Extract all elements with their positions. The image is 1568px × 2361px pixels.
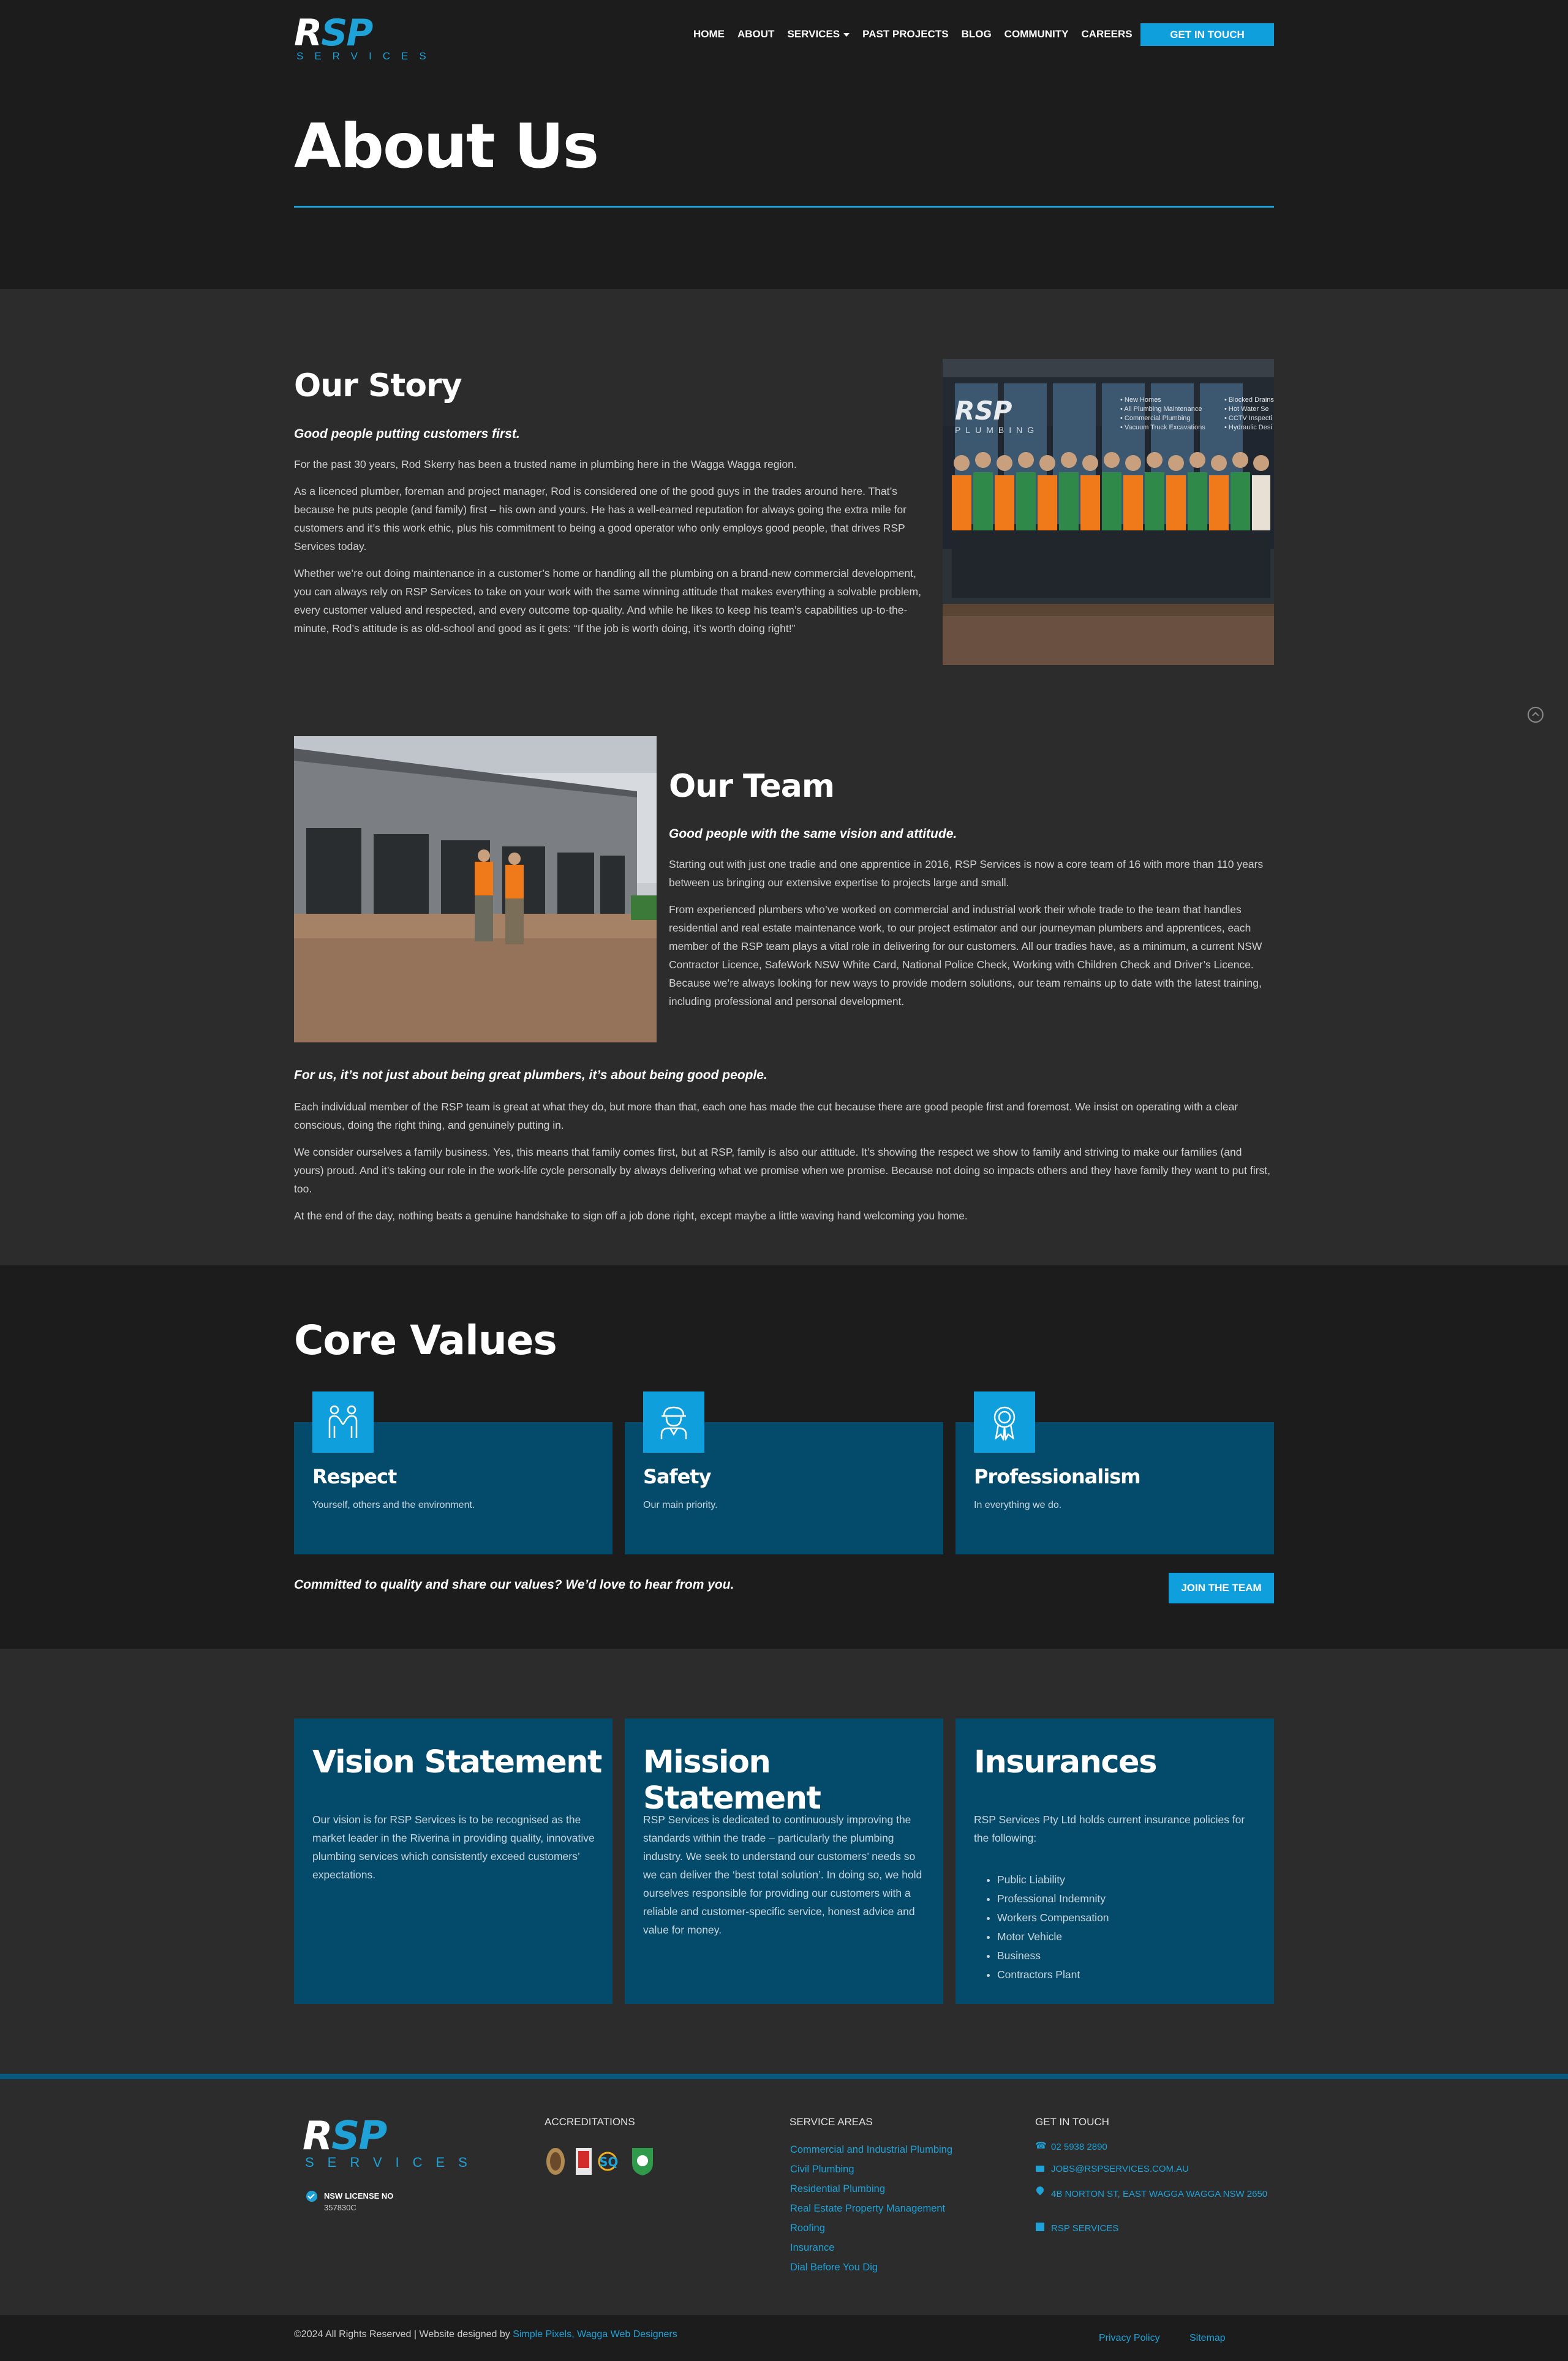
value-subtitle: Yourself, others and the environment. <box>312 1500 475 1510</box>
hardhat-worker-icon <box>643 1391 704 1453</box>
facebook-link[interactable]: RSP SERVICES <box>1051 2223 1119 2234</box>
address-link[interactable]: 4B NORTON ST, EAST WAGGA WAGGA NSW 2650 <box>1051 2189 1268 2199</box>
list-item: • Business <box>997 1946 1109 1965</box>
insurances-text: RSP Services Pty Ltd holds current insurance policies for the following: <box>974 1813 1245 1844</box>
nav-blog[interactable]: BLOG <box>961 28 992 40</box>
service-link[interactable]: Insurance <box>790 2242 835 2253</box>
mission-card <box>625 1719 943 2004</box>
value-subtitle: In everything we do. <box>974 1500 1062 1510</box>
sq-badge-icon <box>599 2153 618 2170</box>
footer-logo-sub: SERVICES <box>305 2155 481 2170</box>
good-people-tagline: For us, it’s not just about being great plumbers, it’s about being good people. <box>294 1068 767 1082</box>
facebook-icon <box>1036 2223 1044 2231</box>
photo-sign-sub: PLUMBING <box>955 425 1039 435</box>
value-title: Professionalism <box>974 1465 1140 1488</box>
core-values-heading: Core Values <box>294 1317 557 1364</box>
list-item: • Motor Vehicle <box>997 1927 1109 1946</box>
logo-letter-r: R <box>294 12 322 55</box>
footer <box>0 2079 1568 2315</box>
handshake-people-icon <box>312 1391 374 1453</box>
value-title: Respect <box>312 1465 397 1488</box>
good-people-p1: Each individual member of the RSP team is great at what they do, but more than that, each one has made the cut because there are good people first and foremost. We insist on operating with a clear conscious, doing the right thing, and genuinely putting in. <box>294 1101 1238 1131</box>
master-plumbers-badge-icon <box>632 2148 653 2175</box>
insurances-title: Insurances <box>974 1744 1156 1780</box>
service-link[interactable]: Commercial and Industrial Plumbing <box>790 2144 953 2155</box>
contact-heading: GET IN TOUCH <box>1035 2116 1109 2128</box>
privacy-policy-link[interactable]: Privacy Policy <box>1099 2333 1160 2343</box>
vision-card <box>294 1719 612 2004</box>
license-label: NSW LICENSE NO <box>324 2191 394 2201</box>
our-story-p1: For the past 30 years, Rod Skerry has been a trusted name in plumbing here in the Wagga Wagga region. <box>294 458 797 470</box>
our-team-tagline: Good people with the same vision and attitude. <box>669 827 957 841</box>
chevron-down-icon <box>843 33 850 37</box>
photo-sign-list-a: • New Homes • All Plumbing Maintenance • Commercial Plumbing • Vacuum Truck Excavations <box>1120 396 1205 431</box>
our-story-p3: Whether we’re out doing maintenance in a customer’s home or handling all the plumbing on a brand-new commercial development, you can always rely on RSP Services to take on your work with the same winning attitude that makes everything a solvable problem, every customer valued and respected, and every outcome top-quality. And while he likes to keep his team’s capabilities up-to-the-minute, Rod’s attitude is as old-school and good as it gets: “If the job is worth doing, it’s worth doing right!” <box>294 567 921 634</box>
mission-title: Mission Statement <box>643 1744 821 1817</box>
footer-divider <box>0 2074 1568 2079</box>
footer-logo[interactable] <box>303 2114 486 2172</box>
rsp-logo[interactable] <box>294 12 437 62</box>
service-link[interactable]: Roofing <box>790 2223 825 2234</box>
value-card-professionalism <box>956 1422 1274 1554</box>
vision-text: Our vision is for RSP Services is to be recognised as the market leader in the Riverina in providing quality, innovative plumbing services which consistently exceed customers’ expectations. <box>312 1813 595 1881</box>
value-title: Safety <box>643 1465 711 1488</box>
list-item: • Contractors Plant <box>997 1965 1109 1984</box>
mission-text: RSP Services is dedicated to continuously improving the standards within the trade – particularly the plumbing industry. We seek to understand our customers’ needs so we can deliver the ‘best total solution’. In doing so, we hold ourselves responsible for providing our customers with a reliable and customer-specific service, honest advice and value for money. <box>643 1813 922 1936</box>
join-team-prompt: Committed to quality and share our values? We’d love to hear from you. <box>294 1578 734 1592</box>
nav-past-projects[interactable]: PAST PROJECTS <box>862 28 949 40</box>
nav-home[interactable]: HOME <box>693 28 725 40</box>
team-group-photo <box>943 359 1274 665</box>
vision-title: Vision Statement <box>312 1744 601 1780</box>
footer-logo-mark: RSP <box>303 2114 386 2159</box>
our-team-heading: Our Team <box>669 768 835 805</box>
email-link[interactable]: JOBS@RSPSERVICES.COM.AU <box>1051 2164 1189 2174</box>
nav-services[interactable] <box>787 28 850 41</box>
good-people-p3: At the end of the day, nothing beats a genuine handshake to sign off a job done right, except maybe a little waving hand welcoming you home. <box>294 1210 968 1222</box>
value-card-safety <box>625 1422 943 1554</box>
value-card-respect <box>294 1422 612 1554</box>
nav-services-label: SERVICES <box>787 28 840 40</box>
good-people-p2: We consider ourselves a family business. Yes, this means that family comes first, but at RSP, family is also our attitude. It’s showing the respect we show to family and striving to make our families (and yours) proud. And it’s taking our role in the work-life cycle personally by always delivering what we promise when we promise. Because not doing so impacts others and they have family they want to put first, too. <box>294 1146 1270 1195</box>
title-divider <box>294 206 1274 208</box>
sitemap-link[interactable]: Sitemap <box>1189 2333 1226 2343</box>
value-subtitle: Our main priority. <box>643 1500 718 1510</box>
main-nav <box>693 28 1145 41</box>
logo-letters-sp: SP <box>321 12 372 55</box>
photo-sign-logo: RSP <box>955 396 1012 426</box>
phone-link[interactable]: 02 5938 2890 <box>1051 2142 1107 2152</box>
header-hero <box>0 0 1568 289</box>
service-link[interactable]: Residential Plumbing <box>790 2183 886 2194</box>
copyright: ©2024 All Rights Reserved | Website designed by Simple Pixels, Wagga Web Designers <box>294 2329 677 2340</box>
warehouse-illustration <box>294 736 657 1042</box>
plumbing-badge-icon <box>546 2148 565 2175</box>
list-item: • Public Liability <box>997 1870 1109 1889</box>
phone-icon: ☎ <box>1035 2141 1047 2151</box>
bottom-bar <box>0 2315 1568 2361</box>
our-story-p2: As a licenced plumber, foreman and project manager, Rod is considered one of the good guys in the trades around here. That’s because he puts people (and family) first – his own and yours. He has a well-earned reputation for always going the extra mile for customers and it’s this work ethic, plus his commitment to being a good operator who only employs good people, that drives RSP Services today. <box>294 485 907 552</box>
photo-sign-list-b: • Blocked Drains • Hot Water Se • CCTV Inspecti • Hydraulic Desi <box>1224 396 1274 431</box>
nsw-fire-badge-icon <box>576 2148 592 2175</box>
email-icon <box>1036 2166 1044 2172</box>
service-areas-heading: SERVICE AREAS <box>790 2116 873 2128</box>
scroll-top-icon[interactable] <box>1528 707 1544 723</box>
list-item: • Workers Compensation <box>997 1908 1109 1927</box>
service-link[interactable]: Real Estate Property Management <box>790 2203 946 2214</box>
nav-careers[interactable]: CAREERS <box>1081 28 1133 40</box>
check-badge-icon <box>306 2191 317 2202</box>
nav-community[interactable]: COMMUNITY <box>1004 28 1069 40</box>
our-team-p2: From experienced plumbers who’ve worked on commercial and industrial work their whole trade to the team that handles residential and real estate maintenance work, to our project estimator and our journeyman plumbers and apprentices, each member of the RSP team plays a vital role in delivering for our customers. All our tradies have, as a minimum, a current NSW Contractor Licence, SafeWork NSW White Card, National Police Check, Working with Children Check and Driver’s Licence. Because we’re always looking for new ways to provide modern solutions, our team remains up to date with the latest training, including professional and personal development. <box>669 903 1262 1007</box>
award-ribbon-icon <box>974 1391 1035 1453</box>
join-team-button[interactable]: JOIN THE TEAM <box>1169 1573 1274 1603</box>
license-number: 357830C <box>324 2203 356 2212</box>
accreditation-logos <box>545 2146 665 2177</box>
list-item: • Professional Indemnity <box>997 1889 1109 1908</box>
our-team-p1: Starting out with just one tradie and one apprentice in 2016, RSP Services is now a core team of 16 with more than 110 years between us bringing our extensive expertise to projects large and small. <box>669 858 1264 889</box>
insurances-list <box>997 1870 1109 1984</box>
get-in-touch-button[interactable]: GET IN TOUCH <box>1140 23 1274 46</box>
svg-text:SQ: SQ <box>599 2155 619 2169</box>
service-link[interactable]: Dial Before You Dig <box>790 2262 878 2273</box>
designer-link[interactable]: Simple Pixels, Wagga Web Designers <box>513 2329 677 2340</box>
page-title: About Us <box>294 110 598 182</box>
our-story-tagline: Good people putting customers first. <box>294 427 520 441</box>
insurances-card <box>956 1719 1274 2004</box>
logo-subtitle: SERVICES <box>296 50 437 62</box>
accreditations-heading: ACCREDITATIONS <box>545 2116 635 2128</box>
nav-about[interactable]: ABOUT <box>737 28 775 40</box>
our-story-heading: Our Story <box>294 367 462 404</box>
service-link[interactable]: Civil Plumbing <box>790 2164 854 2175</box>
warehouse-photo <box>294 736 657 1042</box>
logo-mark <box>294 12 429 55</box>
